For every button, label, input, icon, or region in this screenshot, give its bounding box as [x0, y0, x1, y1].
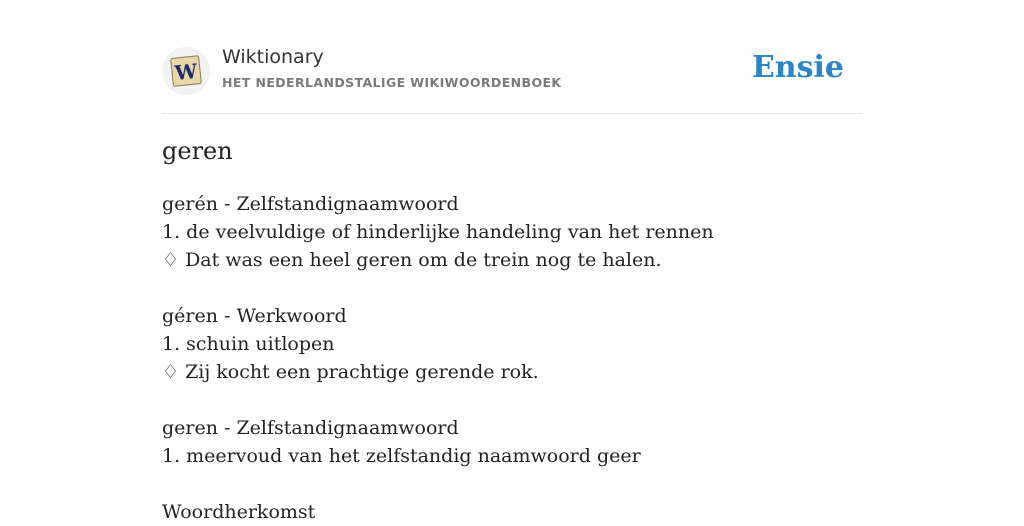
- site-subtitle: HET NEDERLANDSTALIGE WIKIWOORDENBOEK: [222, 75, 562, 90]
- entry-example: ♢ Zij kocht een prachtige gerende rok.: [162, 361, 539, 383]
- entry-definition: 1. meervoud van het zelfstandig naamwoord geer: [162, 445, 641, 467]
- page-title: geren: [162, 137, 233, 165]
- wiktionary-logo[interactable]: [162, 47, 210, 95]
- etymology-heading: Woordherkomst: [162, 501, 316, 523]
- entry-example: ♢ Dat was een heel geren om de trein nog te halen.: [162, 249, 662, 271]
- entry-definition: 1. schuin uitlopen: [162, 333, 335, 355]
- entry-heading: géren - Werkwoord: [162, 305, 347, 327]
- ensie-brand-link[interactable]: Ensie: [751, 50, 844, 85]
- entry-heading: geren - Zelfstandignaamwoord: [162, 417, 459, 439]
- site-header: [162, 0, 862, 114]
- entry-heading: gerén - Zelfstandignaamwoord: [162, 193, 459, 215]
- definitions: [162, 190, 714, 526]
- entry-definition: 1. de veelvuldige of hinderlijke handeling van het rennen: [162, 221, 714, 243]
- wiktionary-tile-icon: [169, 54, 203, 88]
- logo-letter: W: [173, 58, 199, 86]
- spacer: [162, 386, 714, 414]
- spacer: [162, 470, 714, 498]
- site-title[interactable]: Wiktionary: [222, 46, 324, 68]
- page-container: [162, 0, 862, 523]
- spacer: [162, 274, 714, 302]
